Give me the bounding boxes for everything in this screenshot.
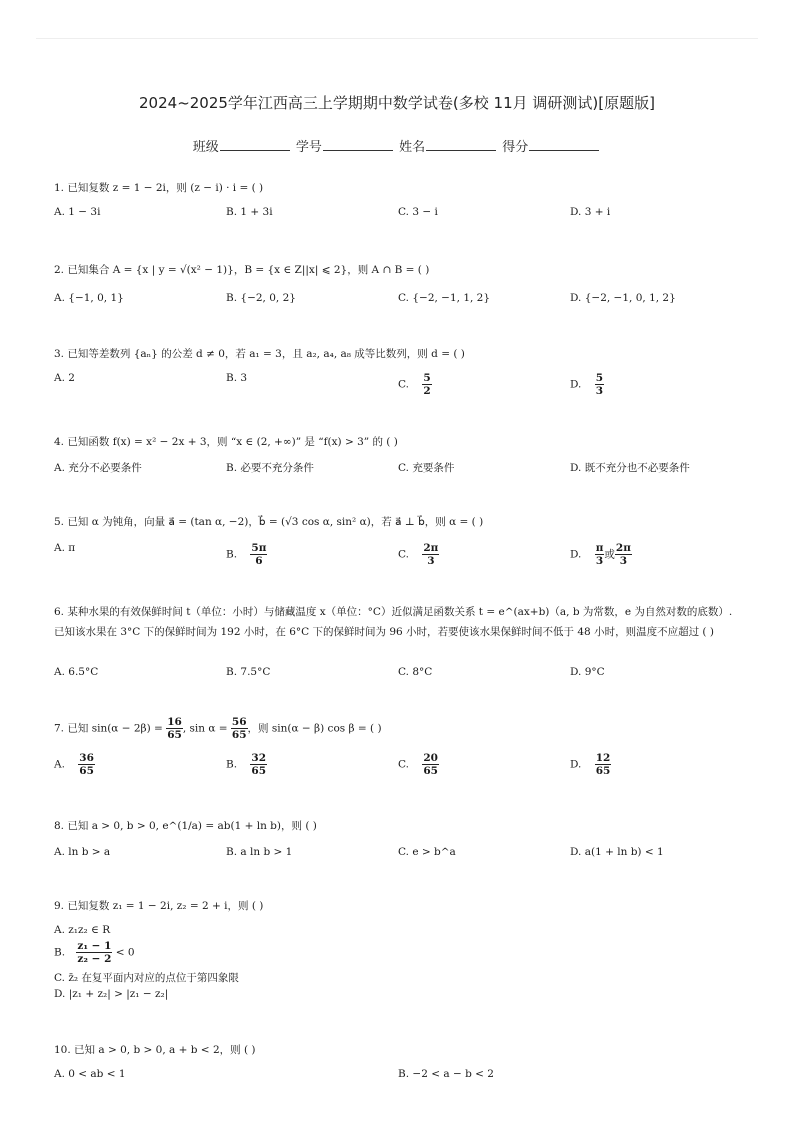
q10-option-b[interactable]: B. −2 < a − b < 2: [398, 1068, 494, 1080]
q4-option-a[interactable]: A. 充分不必要条件: [54, 462, 142, 474]
fraction-denominator: 3: [595, 555, 604, 567]
q6-option-d[interactable]: D. 9°C: [570, 666, 605, 678]
q3-option-d-fraction: [595, 372, 604, 397]
name-label: 姓名: [399, 140, 426, 155]
fraction-denominator: 3: [427, 555, 435, 567]
fraction-denominator: 65: [167, 729, 182, 741]
q1-option-d[interactable]: D. 3 + i: [570, 206, 611, 218]
q7-option-c-letter: C.: [398, 758, 409, 771]
q1-option-c[interactable]: C. 3 − i: [398, 206, 438, 218]
q7-option-a-letter: A.: [54, 758, 65, 771]
fraction-denominator: 65: [231, 729, 247, 741]
fraction-numerator: 20: [423, 752, 438, 764]
fraction-denominator: 3: [619, 555, 628, 567]
q5-option-c-letter: C.: [398, 548, 409, 561]
fraction-numerator: π: [595, 542, 604, 554]
exam-title: 2024~2025学年江西高三上学期期中数学试卷(多校 11月 调研测试)[原题版]: [139, 94, 655, 112]
q7-option-d-letter: D.: [570, 758, 582, 771]
q5-option-b[interactable]: [226, 542, 267, 567]
q5-option-c[interactable]: [398, 542, 439, 567]
fraction-denominator: 3: [595, 385, 604, 397]
q7-option-c-fraction: [422, 752, 439, 777]
q5-option-c-fraction: [422, 542, 439, 567]
q8-option-c[interactable]: C. e > b^a: [398, 846, 456, 858]
question-4-stem: 4. 已知函数 f(x) = x² − 2x + 3，则 “x ∈ (2, +∞)” 是 “f(x) > 3” 的 ( ): [54, 436, 398, 448]
question-9-stem: 9. 已知复数 z₁ = 1 − 2i, z₂ = 2 + i，则 ( ): [54, 900, 264, 912]
q3-option-c-fraction: [422, 372, 431, 397]
q3-option-d[interactable]: [570, 372, 604, 397]
top-divider: [36, 38, 758, 39]
q7-option-b-letter: B.: [226, 758, 238, 771]
q9-option-b-tail: < 0: [115, 946, 135, 959]
q5-option-a[interactable]: A. π: [54, 542, 76, 554]
fraction-denominator: 6: [255, 555, 263, 567]
fraction-numerator: 56: [231, 716, 247, 728]
question-3-stem: 3. 已知等差数列 {aₙ} 的公差 d ≠ 0，若 a₁ = 3，且 a₂, a₄, a₈ 成等比数列，则 d = ( ): [54, 348, 465, 360]
q9-option-a[interactable]: A. z₁z₂ ∈ R: [54, 924, 111, 936]
fraction-denominator: 2: [423, 385, 431, 397]
q3-option-b[interactable]: B. 3: [226, 372, 248, 384]
question-10-stem: 10. 已知 a > 0, b > 0, a + b < 2，则 ( ): [54, 1044, 256, 1056]
q2-option-c[interactable]: C. {−2, −1, 1, 2}: [398, 292, 491, 304]
class-label: 班级: [192, 140, 219, 155]
q1-option-a[interactable]: A. 1 − 3i: [54, 206, 101, 218]
q7-stem-part-1: 7. 已知 sin(α − 2β) =: [54, 722, 163, 735]
q7-option-a[interactable]: [54, 752, 95, 777]
fraction-numerator: 2π: [615, 542, 631, 554]
fraction-numerator: 5π: [251, 542, 267, 554]
fraction-numerator: 2π: [423, 542, 439, 554]
q7-stem-fraction-2: [231, 716, 248, 741]
question-7-stem: [54, 716, 382, 741]
q7-option-d-fraction: [595, 752, 612, 777]
q9-option-b-letter: B.: [54, 946, 66, 959]
q7-stem-part-2: , sin α =: [182, 722, 228, 735]
q9-option-b-fraction: [76, 940, 112, 965]
q4-option-c[interactable]: C. 充要条件: [398, 462, 455, 474]
fraction-denominator: 65: [423, 765, 438, 777]
or-word: 或: [604, 548, 615, 561]
question-6-stem: 6. 某种水果的有效保鲜时间 t（单位：小时）与储藏温度 x（单位：°C）近似满足函数关系 t = e^(ax+b)（a, b 为常数，e 为自然对数的底数）. 已知该水果在 3°C 下的保鲜时间为 192 小时，在 6°C 下的保鲜时间为 96 小时，若要使该水果保鲜时间不低于 48 小时，则温度不应超过 ( ): [54, 606, 733, 638]
q8-option-b[interactable]: B. a ln b > 1: [226, 846, 293, 858]
q5-option-d-fraction-1: [595, 542, 605, 567]
q10-option-a[interactable]: A. 0 < ab < 1: [54, 1068, 126, 1080]
q6-option-a[interactable]: A. 6.5°C: [54, 666, 99, 678]
q7-stem-fraction-1: [166, 716, 183, 741]
q3-option-c[interactable]: [398, 372, 432, 397]
q5-option-d-letter: D.: [570, 548, 582, 561]
q7-stem-part-3: ，则 sin(α − β) cos β = ( ): [247, 722, 382, 735]
q4-option-d[interactable]: D. 既不充分也不必要条件: [570, 462, 690, 474]
question-5-stem: 5. 已知 α 为钝角，向量 a⃗ = (tan α, −2)，b⃗ = (√3 cos α, sin² α)，若 a⃗ ⊥ b⃗，则 α = ( ): [54, 516, 484, 528]
q8-option-a[interactable]: A. ln b > a: [54, 846, 111, 858]
q2-option-d[interactable]: D. {−2, −1, 0, 1, 2}: [570, 292, 676, 304]
fraction-denominator: 65: [595, 765, 611, 777]
fraction-denominator: 65: [251, 765, 267, 777]
fraction-numerator: 5: [595, 372, 604, 384]
fraction-numerator: 16: [167, 716, 182, 728]
fraction-numerator: 36: [79, 752, 94, 764]
q9-option-c[interactable]: C. z̄₂ 在复平面内对应的点位于第四象限: [54, 972, 239, 984]
id-blank[interactable]: [323, 138, 393, 151]
fraction-denominator: 65: [79, 765, 94, 777]
q9-option-b[interactable]: [54, 940, 135, 965]
fraction-numerator: z₁ − 1: [77, 940, 112, 952]
q6-option-b[interactable]: B. 7.5°C: [226, 666, 271, 678]
fraction-numerator: 12: [595, 752, 611, 764]
q7-option-d[interactable]: [570, 752, 611, 777]
q3-option-d-letter: D.: [570, 378, 582, 391]
fraction-denominator: z₂ − 2: [77, 953, 112, 965]
fraction-numerator: 5: [423, 372, 431, 384]
q5-option-d[interactable]: [570, 542, 632, 567]
fraction-numerator: 32: [251, 752, 267, 764]
name-blank[interactable]: [426, 138, 496, 151]
question-2-stem: 2. 已知集合 A = {x | y = √(x² − 1)}，B = {x ∈ Z||x| ⩽ 2}，则 A ∩ B = ( ): [54, 264, 430, 276]
question-1-stem: 1. 已知复数 z = 1 − 2i，则 (z − i) · i = ( ): [54, 182, 264, 194]
q7-option-c[interactable]: [398, 752, 439, 777]
q5-option-d-fraction-2: [615, 542, 632, 567]
id-label: 学号: [295, 140, 322, 155]
q2-option-b[interactable]: B. {−2, 0, 2}: [226, 292, 296, 304]
q7-option-a-fraction: [78, 752, 95, 777]
q8-option-d[interactable]: D. a(1 + ln b) < 1: [570, 846, 664, 858]
score-blank[interactable]: [529, 138, 599, 151]
class-blank[interactable]: [220, 138, 290, 151]
q2-option-a[interactable]: A. {−1, 0, 1}: [54, 292, 124, 304]
q3-option-c-letter: C.: [398, 378, 409, 391]
q6-option-c[interactable]: C. 8°C: [398, 666, 433, 678]
q1-option-b[interactable]: B. 1 + 3i: [226, 206, 273, 218]
q4-option-b[interactable]: B. 必要不充分条件: [226, 462, 314, 474]
q5-option-b-letter: B.: [226, 548, 238, 561]
q7-option-b-fraction: [250, 752, 267, 777]
q7-option-b[interactable]: [226, 752, 267, 777]
q5-option-b-fraction: [250, 542, 267, 567]
q9-option-d[interactable]: D. |z₁ + z₂| > |z₁ − z₂|: [54, 988, 169, 1000]
score-label: 得分: [502, 140, 529, 155]
question-8-stem: 8. 已知 a > 0, b > 0, e^(1/a) = ab(1 + ln b)，则 ( ): [54, 820, 317, 832]
student-info-line: [0, 136, 794, 155]
q3-option-a[interactable]: A. 2: [54, 372, 75, 384]
